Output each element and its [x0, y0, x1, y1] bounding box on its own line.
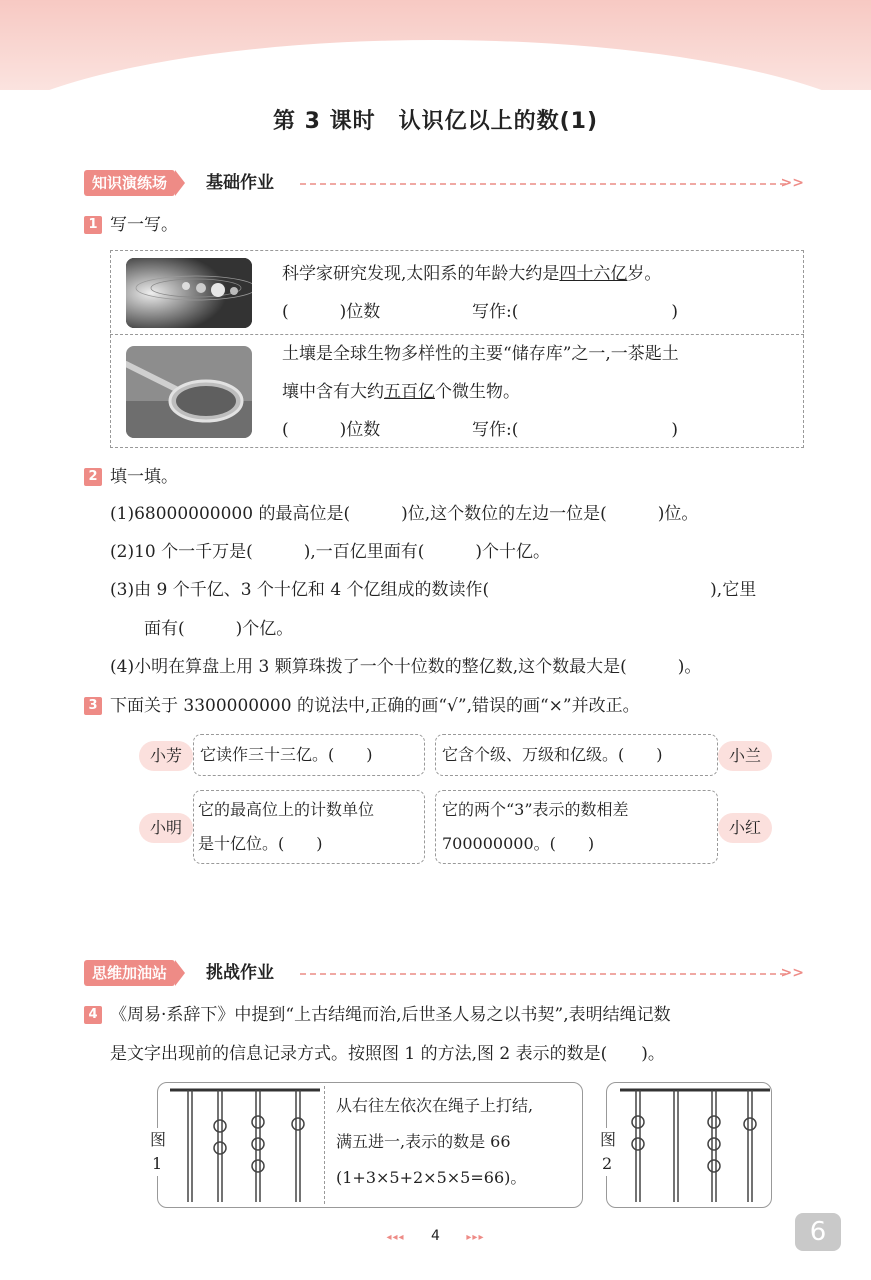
page-number-footer [0, 1228, 871, 1244]
q1-item1-digits-blank[interactable]: ( )位数 [282, 302, 381, 322]
q1-item2-pre: 壤中含有大约 [282, 382, 384, 402]
question-prompt: 下面关于 3300000000 的说法中,正确的画“√”,错误的画“×”并改正。 [110, 696, 640, 716]
q2-sub3-line2[interactable]: 面有( )个亿。 [144, 619, 294, 639]
figure-1-label-b: 1 [150, 1152, 164, 1176]
question-number: 2 [84, 468, 102, 486]
question-number: 3 [84, 697, 102, 715]
question-number: 1 [84, 216, 102, 234]
q2-sub2[interactable]: (2)10 个一千万是( ),一百亿里面有( )个十亿。 [110, 542, 551, 562]
statement-xiaolan[interactable]: 它含个级、万级和亿级。( ) [442, 745, 663, 764]
q1-item2-post: 个微生物。 [435, 382, 520, 402]
q4-line1: 《周易·系辞下》中提到“上古结绳而治,后世圣人易之以书契”,表明结绳记数 [110, 1005, 671, 1025]
statement-xiaoming-line1[interactable]: 它的最高位上的计数单位 [198, 800, 375, 819]
q1-item1-underlined: 四十六亿 [559, 264, 628, 284]
statement-xiaohong-line1[interactable]: 它的两个“3”表示的数相差 [442, 800, 629, 819]
q2-sub3-line1[interactable]: (3)由 9 个千亿、3 个十亿和 4 个亿组成的数读作( ),它里 [110, 580, 757, 600]
section-divider [300, 973, 786, 975]
q1-divider [110, 334, 804, 335]
statement-xiaoming-line2[interactable]: 是十亿位。( ) [198, 834, 323, 853]
figure-1-divider [324, 1086, 325, 1204]
page-number: 4 [431, 1228, 440, 1244]
name-xiaofang: 小芳 [139, 741, 193, 771]
page-title: 第 3 课时 认识亿以上的数(1) [272, 109, 599, 134]
q2-sub1[interactable]: (1)68000000000 的最高位是( )位,这个数位的左边一位是( )位。 [110, 504, 699, 524]
figure-1-label-a: 图 [148, 1128, 168, 1152]
q1-item1-text [282, 262, 661, 286]
question-prompt: 填一填。 [110, 467, 178, 487]
section-header-challenge [84, 960, 804, 986]
right-arrows-icon: ▸▸▸ [466, 1232, 485, 1243]
section-tag: 思维加油站 [84, 960, 175, 986]
double-chevron-icon: >> [780, 175, 804, 191]
figure-1-explain-line1: 从右往左依次在绳子上打结, [336, 1096, 534, 1115]
q1-item2-digits-blank[interactable]: ( )位数 [282, 420, 381, 440]
q1-item1-write-blank[interactable]: 写作:( ) [472, 302, 678, 322]
statement-xiaofang[interactable]: 它读作三十三亿。( ) [200, 745, 373, 764]
section-name: 挑战作业 [206, 963, 274, 983]
q2-sub4[interactable]: (4)小明在算盘上用 3 颗算珠拨了一个十位数的整亿数,这个数最大是( )。 [110, 657, 702, 677]
question-number: 4 [84, 1006, 102, 1024]
q1-item1-post: 岁。 [627, 264, 662, 284]
figure-1-explain-line3: (1+3×5+2×5×5=66)。 [336, 1168, 527, 1187]
q1-item2-line1: 土壤是全球生物多样性的主要“储存库”之一,一茶匙土 [282, 344, 679, 364]
section-divider [300, 183, 786, 185]
q1-item1-pre: 科学家研究发现,太阳系的年龄大约是 [282, 264, 560, 284]
q1-item2-write-blank[interactable]: 写作:( ) [472, 420, 678, 440]
question-prompt: 写一写。 [110, 215, 178, 235]
figure-2-label-a: 图 [598, 1128, 618, 1152]
name-xiaolan: 小兰 [718, 741, 772, 771]
knot-rope-figure-2 [620, 1086, 770, 1204]
solar-system-image [126, 258, 252, 328]
figure-1-explain-line2: 满五进一,表示的数是 66 [336, 1132, 511, 1151]
soil-spoon-image [126, 346, 252, 438]
section-tag: 知识演练场 [84, 170, 175, 196]
statement-xiaohong-line2[interactable]: 700000000。( ) [442, 834, 595, 853]
double-chevron-icon: >> [780, 965, 804, 981]
q4-line2[interactable]: 是文字出现前的信息记录方式。按照图 1 的方法,图 2 表示的数是( )。 [110, 1044, 665, 1064]
name-xiaohong: 小红 [718, 813, 772, 843]
section-header-basic [84, 170, 804, 196]
q1-item2-underlined: 五百亿 [384, 382, 435, 402]
left-arrows-icon: ◂◂◂ [386, 1232, 405, 1243]
section-name: 基础作业 [206, 173, 274, 193]
figure-2-label-b: 2 [600, 1152, 614, 1176]
name-xiaoming: 小明 [139, 813, 193, 843]
knot-rope-figure-1 [170, 1086, 320, 1204]
q1-item2-line2 [282, 380, 520, 404]
page-badge: 6 [795, 1213, 841, 1251]
